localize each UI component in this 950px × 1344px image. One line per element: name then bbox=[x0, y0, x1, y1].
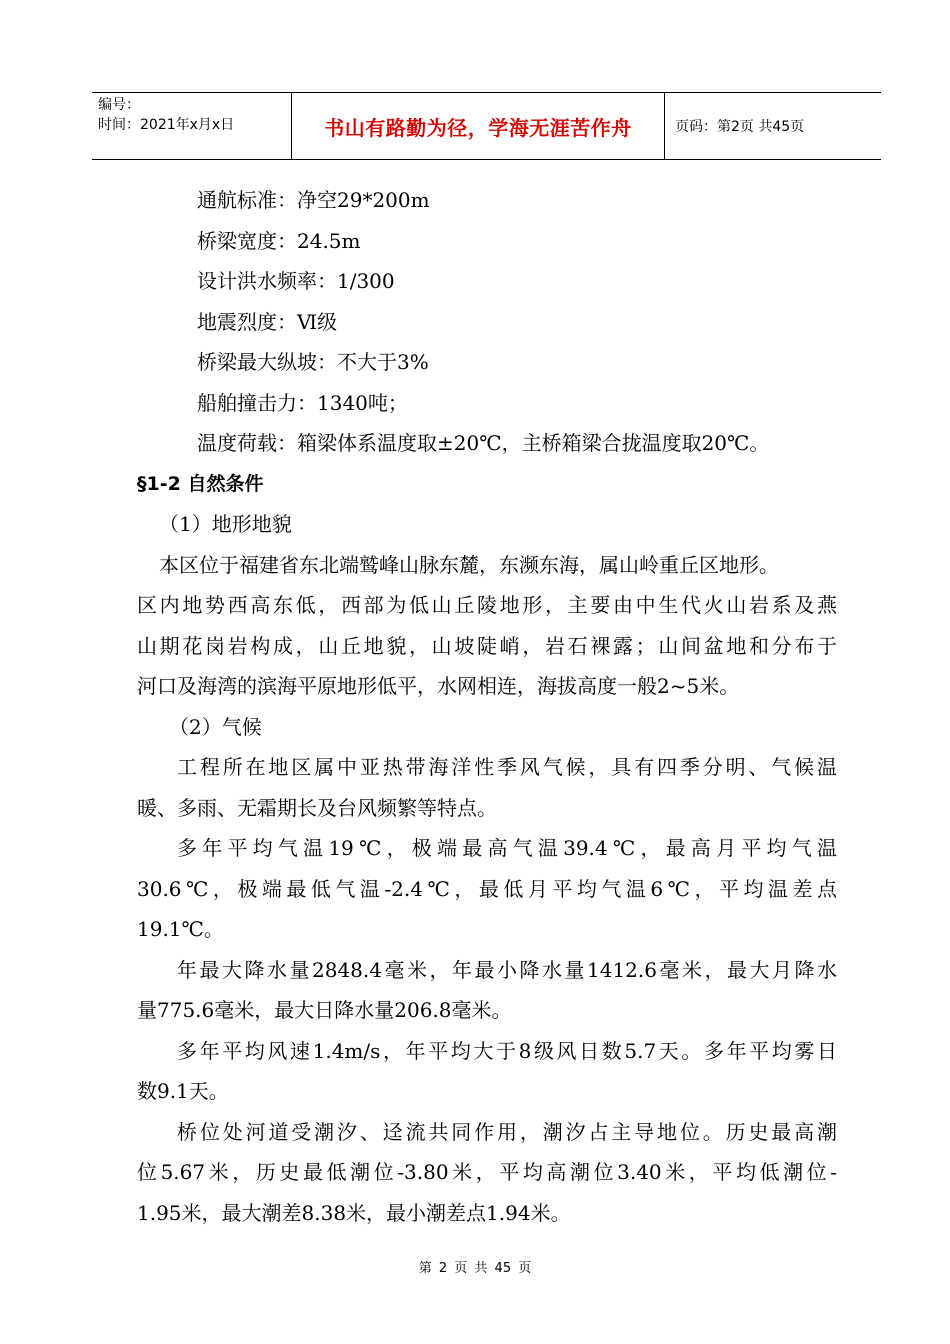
header-meta bbox=[92, 93, 292, 159]
spec-seismic-intensity: 地震烈度：Ⅵ级 bbox=[197, 309, 338, 334]
terrain-subheading: （1）地形地貌 bbox=[159, 512, 292, 536]
document-number-label: 编号： bbox=[98, 97, 140, 113]
climate-paragraph-line: 19.1℃。 bbox=[137, 917, 224, 941]
section-heading: §1-2 自然条件 bbox=[137, 472, 264, 495]
climate-paragraph-line: 量775.6毫米，最大日降水量206.8毫米。 bbox=[137, 998, 512, 1022]
spec-bridge-width: 桥梁宽度：24.5m bbox=[197, 228, 361, 253]
header-page-number: 页码：第2页 共45页 bbox=[675, 119, 805, 135]
climate-paragraph-line: 暖、多雨、无霜期长及台风频繁等特点。 bbox=[137, 795, 497, 820]
spec-flood-frequency: 设计洪水频率：1/300 bbox=[197, 269, 395, 293]
terrain-paragraph-line: 山期花岗岩构成，山丘地貌，山坡陡峭，岩石裸露；山间盆地和分布于 bbox=[137, 633, 837, 658]
page-header bbox=[92, 92, 881, 160]
header-motto: 书山有路勤为径，学海无涯苦作舟 bbox=[292, 93, 665, 159]
climate-subheading: （2）气候 bbox=[169, 714, 262, 739]
spec-max-grade: 桥梁最大纵坡：不大于3% bbox=[197, 350, 429, 374]
spec-navigation-standard: 通航标准：净空29*200m bbox=[197, 188, 430, 212]
climate-paragraph-line: 多年平均气温19℃，极端最高气温39.4℃，最高月平均气温 bbox=[177, 836, 837, 860]
climate-paragraph-line: 桥位处河道受潮汐、迳流共同作用，潮汐占主导地位。历史最高潮 bbox=[177, 1119, 837, 1144]
climate-paragraph-line: 位5.67米，历史最低潮位-3.80米，平均高潮位3.40米，平均低潮位- bbox=[137, 1160, 837, 1184]
terrain-paragraph-line: 本区位于福建省东北端鹫峰山脉东麓，东濒东海，属山岭重丘区地形。 bbox=[159, 552, 779, 577]
terrain-paragraph-line: 河口及海湾的滨海平原地形低平，水网相连，海拔高度一般2~5米。 bbox=[137, 674, 740, 698]
climate-paragraph-line: 多年平均风速1.4m/s，年平均大于8级风日数5.7天。多年平均雾日 bbox=[177, 1038, 837, 1063]
climate-paragraph-line: 工程所在地区属中亚热带海洋性季风气候，具有四季分明、气候温 bbox=[177, 755, 837, 779]
spec-temperature-load: 温度荷载：箱梁体系温度取±20℃，主桥箱梁合拢温度取20℃。 bbox=[197, 431, 770, 455]
climate-paragraph-line: 数9.1天。 bbox=[137, 1079, 229, 1103]
page-footer: 第 2 页 共 45 页 bbox=[418, 1261, 532, 1276]
document-body bbox=[137, 180, 837, 1233]
climate-paragraph-line: 30.6℃，极端最低气温-2.4℃，最低月平均气温6℃，平均温差点 bbox=[137, 876, 837, 901]
spec-ship-impact: 船舶撞击力：1340吨； bbox=[197, 390, 408, 415]
document-time-label: 时间：2021年x月x日 bbox=[98, 117, 235, 133]
climate-paragraph-line: 年最大降水量2848.4毫米，年最小降水量1412.6毫米，最大月降水 bbox=[177, 957, 837, 982]
climate-paragraph-line: 1.95米，最大潮差8.38米，最小潮差点1.94米。 bbox=[137, 1200, 571, 1225]
terrain-paragraph-line: 区内地势西高东低，西部为低山丘陵地形，主要由中生代火山岩系及燕 bbox=[137, 593, 837, 617]
